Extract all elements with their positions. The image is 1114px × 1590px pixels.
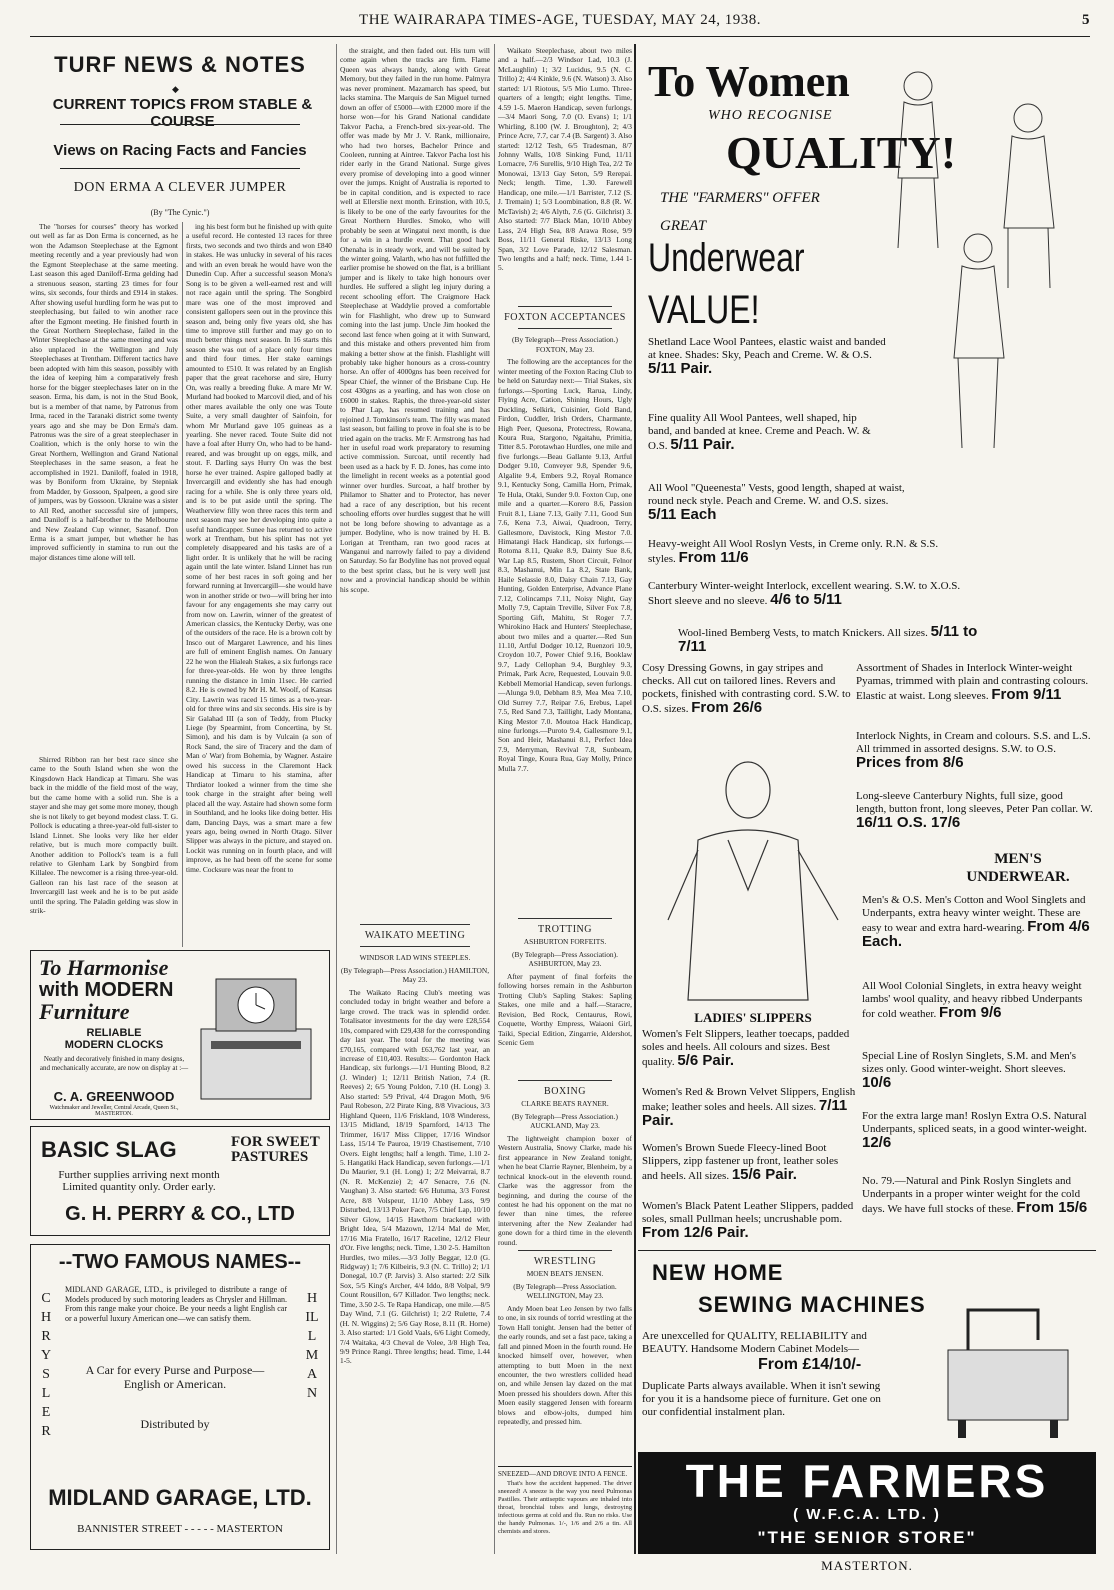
product-desc: Canterbury Winter-weight Interlock, excellent wearing. S.W. to X.O.S. Short sleeve and no sleeve.	[648, 580, 961, 607]
ad-address: Watchmaker and Jeweller, Central Arcade, Queen St., MASTERTON.	[49, 1105, 179, 1117]
ad-border	[634, 44, 636, 1554]
boxing-title: BOXING	[544, 1086, 586, 1097]
farmers-h5: GREAT	[660, 218, 707, 234]
divider	[360, 946, 470, 947]
product-item	[648, 580, 978, 608]
farmers-logo-block	[638, 1452, 1096, 1554]
product-item	[862, 980, 1094, 1021]
ad-body: Neatly and decoratively finished in many designs, and mechanically accurate, are now on display at :—	[39, 1055, 189, 1072]
product-desc: Interlock Nights, in Cream and colours. S.S. and L.S. All trimmed in assorted designs. S.W. to O.S.	[856, 730, 1091, 755]
article-text: That's how the accident happened. The driver sneezed! A sneeze is the way you need Pulmonas Pastilles. Their antiseptic vapours are inhaled into throat, bronchial tubes and lungs, destroying infectious germs at cold and flu. Run no risks. Use the handy Pulmonas. 1/-, 1/6 and 2/6 a tin. All chemists and stores.	[498, 1480, 632, 1535]
foxton-title: FOXTON ACCEPTANCES	[504, 312, 626, 323]
product-item	[856, 662, 1094, 703]
article-column-3	[340, 46, 490, 916]
product-desc: Women's Brown Suede Fleecy-lined Boot Slippers, zipp fastener up front, leather soles and heels. All sizes.	[642, 1142, 839, 1182]
product-item	[678, 625, 978, 655]
divider	[60, 168, 300, 169]
ad-line: with MODERN	[39, 979, 174, 1001]
ad-line: MODERN CLOCKS	[64, 1039, 164, 1051]
article-text: The following are the acceptances for the winter meeting of the Foxton Racing Club to be held on Saturday next:— Trial Stakes, six furlongs.—Sporting Luck, Rarua, Lindy, Flying Acre, Cation, Shining Hours, Ugly Duckling, Selkirk, Cuisinier, Gold Band, Firdon, Cuddler, Irish Orders, Charmante, High Peer, Quesona, Protectress, Rowana, Koura Rua, Stargono, Ngaitahu, Primitia, Titter 8.5. Porotawhao Hurdles, one mile and five furlongs.—Beau Gallante 9.13, Artful Dodger 9.10, Conveyer 9.8, Spender 9.6, Algalite 9.4, Embers 9.2, Royal Romance 9.1, Kentucky Song, Camilla Horn, Primak, Te Hula, Otaki, Sunder 9.0. Foxton Cup, one mile and a quarter.—Korero 8.6, Passion Fruit 8.1, Liane 7.13, Gaily 7.11, Good Sun 7.6, Kena 7.3, Aiwai, Quadroon, Terry, Gallesmore, Davistock, King Mestor 7.0. Himatangi Hack Handicap, six furlongs.—Rotoma 8.11, Quake 8.9, Dainty Sue 8.6, War Lap 8.5, Rustem, Short Circuit, Felnor 8.3, Mashanui, Min La 8.2, State Bank, Haile Selassie 8.0, Daisy Chain 7.13, Gay Hunting, Golden Enterprise, Advance Plane 7.12, Colincamps 7.11, Noisy Night, Gay Molly 7.9, Captain Treville, Silver Fox 7.8, Sporting Gift, Mahitu, St Roger 7.7. Whirokino Hack and Hunters' Steeplechase, about two miles and a quarter.—Red Sun 11.10, Artful Dodger 10.12, Ruenzori 10.9, Croydon 10.7, Power Chief 9.16, Booklaw 9.7, Lady Cellophan 9.4, Burghley 9.3, Primak, Park Acre, Requested, Louvain 9.0. Kebbell Memorial Handicap, seven furlongs.—Alunga 9.0, Debham 8.9, Mea Mea 7.10, Old Surrey 7.7, Reipar 7.6, Erebus, Lapel 7.5, Red Sand 7.3, Taillight, Lady Montana, King Mestor 7.0. Moutoa Hack Handicap, nine furlongs.—Puroto 9.4, Gallesmore 9.1, Son and Heir, Mashanui 8.1, Perfect Idea 7.9, Merryman, Revival 7.8, Sunbeam, Royal Tinge, Koura Rua, Gay Molly, Prince Mulla 7.7.	[498, 357, 632, 773]
product-item	[648, 412, 876, 453]
product-item	[648, 482, 908, 523]
senior-store: "THE SENIOR STORE"	[757, 1528, 977, 1547]
ad-line: Furniture	[39, 999, 130, 1024]
masthead	[30, 12, 1090, 34]
greenwood-ad	[30, 950, 330, 1120]
perry-name: G. H. PERRY & CO., LTD	[65, 1203, 295, 1225]
ornament-icon: ◆	[172, 84, 179, 94]
product-price: From 4/6 Each.	[862, 918, 1090, 950]
chrysler-vertical: CHRYSLER	[40, 1291, 52, 1439]
masthead-rule	[30, 36, 1090, 37]
product-item	[642, 1028, 856, 1069]
product-item	[862, 1050, 1094, 1091]
farmers-ltd: ( W.F.C.A. LTD. )	[793, 1506, 941, 1523]
masthead-title: THE WAIRARAPA TIMES-AGE, TUESDAY, MAY 24, 1938.	[359, 12, 761, 28]
byline: (By "The Cynic.")	[150, 208, 210, 217]
product-item	[856, 790, 1094, 831]
product-price: From 9/6	[938, 1004, 1002, 1021]
product-desc: Special Line of Roslyn Singlets, S.M. and Men's sizes only. Good winter-weight. Short sleeves.	[862, 1050, 1077, 1075]
mens-underwear-title: MEN'S UNDERWEAR.	[966, 851, 1070, 885]
column-rule	[336, 44, 337, 1554]
farmers-town: MASTERTON.	[821, 1558, 913, 1573]
ad-line: To Harmonise	[39, 955, 169, 980]
farmers-ad	[638, 50, 1096, 1573]
product-desc: Cosy Dressing Gowns, in gay stripes and checks. All cut on tailored lines. Revers and pockets, finished with contrasting cord. S.W. to O.S. sizes.	[642, 662, 851, 715]
divider	[518, 918, 612, 919]
trotting-column	[498, 912, 632, 1072]
product-desc: Women's Felt Slippers, leather toecaps, padded soles and heels. All colours and sizes. Best quality.	[642, 1028, 850, 1068]
article-column-1	[30, 222, 178, 752]
product-item	[862, 1175, 1094, 1216]
divider	[518, 1250, 612, 1251]
product-item	[642, 1200, 856, 1241]
waikato-byline: (By Telegraph—Press Association.) HAMILTON, May 23.	[340, 965, 490, 985]
midland-garage-ad	[30, 1244, 330, 1550]
product-price: From 15/6	[1016, 1199, 1088, 1216]
product-desc: For the extra large man! Roslyn Extra O.S. Natural Underpants, spliced seats, in a good winter-weight.	[862, 1110, 1087, 1135]
lingerie-models-illustration	[858, 58, 1094, 458]
column-rule	[494, 44, 495, 1554]
turf-heading: Views on Racing Facts and Fancies	[53, 142, 307, 159]
clock-illustration	[191, 959, 321, 1109]
midland-body: MIDLAND GARAGE, LTD., is privileged to distribute a range of Models produced by such motoring leaders as Chrysler and Hillman. From this range make your choice. Be your needs a light English car or a powerful luxury American one—we can satisfy them.	[65, 1285, 287, 1323]
product-desc: All Wool "Queenesta" Vests, good length, shaped at waist, round neck style. Peach and Creme. W. and O.S. sizes.	[648, 482, 905, 507]
product-desc: Fine quality All Wool Pantees, well shaped, hip band, and banded at knee. Creme and Peach. W. & O.S.	[648, 412, 871, 452]
ad-title	[39, 1027, 189, 1051]
product-desc: Shetland Lace Wool Pantees, elastic waist and banded at knee. Shades: Sky, Peach and Creme. W. & O.S.	[648, 336, 886, 361]
pulmonas-ad	[498, 1466, 632, 1552]
product-item	[648, 336, 896, 377]
sewing-title-2: SEWING MACHINES	[698, 1292, 926, 1317]
article-column-4	[498, 46, 632, 296]
column-rule	[182, 222, 183, 947]
article-text: the straight, and then faded out. His turn will come again when the tracks are firm. Flame Queen was always handy, along with Great Memory, but they failed in the run home. Palmyra was never prominent. Mazamarch has speed, but lacks stamina. The Marquis de San Miguel turned down an offer of £5000—with £2000 more if the horse won—for his Grand National candidate Takvor Pacha, a French-bred six-year-old. The offer was made by Mr J. V. Rank, millionaire, who had two horses, Bachelor Prince and Cooleen, running at Aintree. Takvor Pacha lost his rider early in the Grand National. Surge gives every promise of developing into a good winner over the jumps. Knight of Australia is reported to be in capital condition, and is expected to race well at Ellerslie next month. Erinstion, with 10.5, is likely to be one of the early favourites for the Great Northern Hurdles. Smoko, who will probably be seen at Wingatui next month, is due for a win in a hurdle event. That good hack Ohenaha is in steady work, and will be suited by the winter going. Valarth, who has not fulfilled the earlier promise he showed on the flat, is a brilliant jumper and is likely to take high honours over hurdles. He suffered a slight leg injury during a recent schooling effort. The Craigmore Hack Steeplechase at Waddylie proved a comfortable win for Flashlight, who drew up to Sunward coming into the last jump. Uncle Jim hooked the second last fence when going at it with Sunward, and this mistake and others prevented him from making a better show at the finish. Flashlight will probably take higher honours as a cross-country horse. An offer of 4000gns has been received for Spear Chief, the winner of the Brisbane Cup. He cost 430gns as a yearling, and has won close on £6000 in stakes. Raphis, the three-year-old sister to Phar Lap, has resumed training and has rejoined J. Tomkinson's team. The filly was mated last season, but failing to prove in foal she is to be tried again on the tracks. Mr F. Armstrong has had her in useful road work preparatory to resuming active commission. Surcoat, until recently had been used as a hack by F. D. Jones, has come into the limelight in recent weeks as a potential good winner over hurdles. Surcoat, a half brother by Philamor to Shatter and to Protector, has never had a race of any description, but his recent schooling efforts over hurdles suggest that he will not be long before showing to advantage as a jumper. Bodyline, who is now trained by H. B. Lorigan at Trentham, ran two good races at Wanganui and narrowly failed to pay a dividend on Saturday. So far Bodyline has not proved equal to the best sprint class, but he is very well just now and a provincial handicap should be within his scope.	[340, 46, 490, 594]
wrestling-column	[498, 1244, 632, 1462]
product-desc: No. 79.—Natural and Pink Roslyn Singlets and Underpants in a proper winter weight for the cold days. We have full stocks of these.	[862, 1175, 1081, 1215]
trotting-subtitle: ASHBURTON FORFEITS.	[523, 937, 607, 947]
waikato-title: WAIKATO MEETING	[364, 930, 466, 941]
product-desc: All Wool Colonial Singlets, in extra heavy weight lambs' wool quality, and heavy ribbed Underpants for cold weather.	[862, 980, 1083, 1020]
product-desc: Wool-lined Bemberg Vests, to match Knickers. All sizes.	[678, 627, 928, 639]
midland-line2: A Car for every Purse and Purpose—English or American.	[85, 1363, 265, 1391]
slag-title: BASIC SLAG	[41, 1137, 177, 1162]
boxing-subtitle: CLARKE BEATS RAYNER.	[521, 1099, 609, 1109]
story-headline: DON ERMA A CLEVER JUMPER	[73, 180, 287, 195]
product-item	[642, 1086, 856, 1129]
sewing-title-1: NEW HOME	[652, 1260, 784, 1285]
wrestling-byline: (By Telegraph—Press Association. WELLINGTON, May 23.	[513, 1281, 617, 1301]
product-item	[862, 1110, 1094, 1151]
product-desc: Men's & O.S. Men's Cotton and Wool Singlets and Underpants, extra heavy winter weight. These are easy to wear and extra hard-wearing.	[862, 894, 1086, 934]
ad-line: Further supplies arriving next month	[58, 1169, 220, 1181]
midland-title: --TWO FAMOUS NAMES--	[58, 1251, 302, 1273]
page-number: 5	[1082, 12, 1090, 28]
slag-for: FOR SWEET PASTURES	[231, 1134, 320, 1165]
ad-line: Limited quantity only. Order early.	[62, 1181, 216, 1193]
product-price: 4/6 to 5/11	[770, 591, 842, 608]
slippers-title: LADIES' SLIPPERS	[694, 1010, 812, 1025]
distributed-by: Distributed by	[140, 1417, 210, 1431]
sewing-body-2: Duplicate Parts always available. When it isn't sewing for you it is a handsome piece of furniture. Get one on our confidential instalment plan.	[642, 1380, 881, 1418]
trotting-byline: (By Telegraph—Press Association). ASHBURTON, May 23.	[512, 949, 618, 969]
article-text: Shirred Ribbon ran her best race since she came to the South Island when she won the Kingsdown Hack Handicap at Timaru. She was back in the middle of the field most of the way, but the came home with a solid run. She is a stayer and she may get some more money, though she is not likely to get beyond modest class. T. G. Pollock is educating a three-year-old full-sister to Island Linnet. She looks very like her elder relative, but is much more compactly built. Another addition to Pollock's team is a full relative to Glenham Lark by Songbird from Killalee. The newcomer is a rising three-year-old. Galleon ran his last race of the season at Invercargill last week and he is to be put aside until the spring. The Paladin gelding was slow in strik-	[30, 755, 178, 916]
product-price: 15/6 Pair.	[731, 1166, 797, 1183]
foxton-byline: (By Telegraph—Press Association.) FOXTON, May 23.	[512, 335, 618, 354]
midland-street: BANNISTER STREET - - - - - MASTERTON	[77, 1523, 283, 1535]
waikato-column	[340, 918, 490, 1550]
article-text: After payment of final forfeits the following horses remain in the Ashburton Trotting Club's Sapling Stakes: Sapling Stakes, one mile and a half.—Staracre, Revision, Bed Rock, Centaurus, Rowi, Coquette, Worthy Empress, Waiaoni Girl, Taiki, Special Edition, Zingarrie, Aldershot, Scenic Gem	[498, 971, 632, 1047]
article-text: The "horses for courses" theory has worked out well as far as Don Erma is concerned, as he won the Adamson Steeplechase at the Egmont meeting recently and a year previously had won the Egmont Steeplechase at the same meeting. Last season this aged Daniloff-Erma gelding had a strenuous season, starting 23 times for four wins, six seconds, four thirds and £914 in stakes. After showing useful hurdling form he was put to steeplechasing, but failed to win another race after the Egmont meeting. He finished fourth in the Great Northern Steeplechase, failed in the Winter Steeplechase at the same meeting and was also unplaced in the Wellington and July Steeplechases at Trentham. Different tactics have been adopted with him this season, possibly with the idea of keeping him a comparatively fresh horse for the bigger steeplechases later on in the season. Erma, his dam, is not in the Stud Book, but is a member of that name, by Patronus from Irma, raced in the Taranaki district some twenty years ago and she may be Don Erma's dam. Patronus was the sire of a great steeplechaser in Coalition, which is the only horse to win the Great Northern, Wellington and Grand National Steeplechases in the same season, a feat he accomplished in 1921. Daniloff, foaled in 1918, was by Boniform from Ukraine, by Stepniak from Madder, by Gossoon, Spalpeen, a good sire of jumpers, was by Gossoon. Ukraine was a sister to All Red, another successful sire of jumpers, and Daniloff is a half-brother to the Melbourne and New Zealand Cup winner, Sasanof. Don Erma is a smart jumper, but whether he has improved sufficiently in stamina to run out the major distances time alone will tell.	[30, 222, 178, 562]
article-column-2	[186, 222, 332, 947]
ad-name: C. A. GREENWOOD	[53, 1089, 175, 1104]
product-price: 7/11 Pair.	[642, 1097, 848, 1129]
product-desc: Women's Black Patent Leather Slippers, padded soles, small Pullman heels; uncrushable pom.	[642, 1200, 854, 1225]
product-price: 5/11 Each	[648, 506, 717, 523]
sewing-body: Are unexcelled for QUALITY, RELIABILITY and BEAUTY. Handsome Modern Cabinet Models—	[642, 1330, 867, 1355]
product-price: 16/11 O.S. 17/6	[856, 814, 961, 831]
sneezed-title: SNEEZED—AND DROVE INTO A FENCE.	[498, 1470, 628, 1478]
hillman-vertical: HILLMAN	[305, 1291, 319, 1401]
product-price: From 9/11	[991, 686, 1062, 703]
divider	[638, 1250, 1096, 1251]
ad-line: RELIABLE	[86, 1027, 142, 1039]
farmers-h6: Underwear	[648, 236, 805, 280]
article-text: ing his best form but he finished up with quite a useful record. He contested 13 races for three firsts, two seconds and two thirds and won £840 in stakes. He was unlucky in several of his races and with an even break he would have won the Dunedin Cup. After a successful season Mona's Song is to be given a well-earned rest and will not race again until the spring. The Songbird mare was one of the most improved and consistent gallopers seen out in the province this season and, being only five years old, she has time to improve still further and may go on to much better things next season. In 16 starts this season she was out of a place only four times and third four times. Her stake earnings amounted to £510. It was related by an English paper that the great racehorse and sire, Hurry On, was really a breeding fluke. A mare Mr W. Murland had booked to Marcovil died, and of his other mares available the only one was Toute Suite, a very small daughter of Sainfoin, for whom Mr Murland gave 105 guineas as a yearling. She never raced. Toute Suite did not have a foal after Hurry On, who had to be hand-reared, and was brought up on eggs, milk, and stout. F. Darling says Hurry On was the best horse he ever trained. Aspire galloped badly at Invercargill and evidently she has had enough racing for a while. She is only three years old, and is to be put aside until the spring. The Weatherview filly won three races this term and next season may see her developing into quite a useful handicapper. Sunee has returned to active work at Trentham, but his splint has not yet completely disappeared and his tasks are of a light order. It is unlikely that he will be racing again until the late winter. Island Linnet has run some of her best races in soft going and her forward running at Invercargill—she would have won in another stride or two—will bring her into favour for any engagements she may carry out from now on. Lawrin, winner of the greatest of American classics, the Kentucky Derby, was one of the outsiders of the race. He is a brown colt by Insco out of Margaret Lawrence, and his lines are full of eminent English names. On January 22 he won the Hialeah Stakes, a six furlongs race for three-year-olds. He won by three lengths running the distance in 1min 11sec. He carried 8.2. He is owned by Mr H. M. Woolf, of Kansas City. Lawrin was raced 15 times as a two-year-old for three wins and six seconds. His sire is by Sir Galahad III (a son of Teddy, from Plucky Liege (by Spearmint, from Concertina, by St. Simon), and his dam is by Vulcain (a son of Rock Sand, the sire of Tracery and the dam of Man o' War) from Bohemia, by Wagner. Astaire owed his success in the Claremont Hack Handicap at Timaru to his stamina, after Thrdiator looked a winner from the time she took charge in the straight after being well placed all the way. Astaire had shown some form in Southland, and he looks like doing better. His dam, Dancing Days, was a smart mare a few years ago, being owned in North Otago. Silver Slipper was always in the picture, and stayed on. Lockit was running on in fourth place, and will improve, as he had been off the scene for some time. Cocksure was near the front to	[186, 222, 332, 874]
wrestling-title: WRESTLING	[533, 1256, 597, 1267]
product-item	[862, 894, 1094, 950]
article-column-1b	[30, 755, 178, 945]
trotting-title: TROTTING	[538, 924, 592, 935]
product-item	[642, 662, 852, 716]
divider	[518, 328, 612, 329]
foxton-column	[498, 300, 632, 910]
product-item	[856, 730, 1094, 771]
boxing-byline: (By Telegraph—Press Association.) AUCKLAND, May 23.	[512, 1111, 618, 1131]
product-price: 5/11 Pair.	[648, 360, 713, 377]
divider	[60, 124, 300, 125]
farmers-h3: QUALITY!	[726, 127, 957, 178]
wrestling-subtitle: MOEN BEATS JENSEN.	[526, 1269, 604, 1279]
product-desc: Heavy-weight All Wool Roslyn Vests, in Creme only. R.N. & S.S. styles.	[648, 538, 939, 565]
product-desc: Women's Red & Brown Velvet Slippers, English make; leather soles and heels. All sizes.	[642, 1086, 856, 1113]
ad-headline	[39, 957, 173, 1023]
turf-subtitle: CURRENT TOPICS FROM STABLE & COURSE	[52, 96, 313, 130]
farmers-h2: WHO RECOGNISE	[708, 108, 833, 123]
man-illustration	[658, 750, 878, 1010]
sewing-price: From £14/10/-	[758, 1356, 862, 1373]
slag-text	[39, 1169, 239, 1193]
article-text: Andy Moen beat Leo Jensen by two falls to one, in six rounds of torrid wrestling at the Town Hall tonight. Jensen had the better of the early rounds, and set a fast pace, taking a fall and pinned Moen in the fourth round. He knocked himself over, however, when attempting to butt Moen in the next encounter, the two wrestlers collided head on, and while Jensen lay dazed on the mat Moen pressed his shoulders down. After this Moen easily staggered Jensen with forearm blows and elbow-jolts, dumped him repeatedly, and pressed him.	[498, 1303, 632, 1427]
product-price: 5/6 Pair.	[677, 1052, 735, 1069]
divider	[518, 306, 612, 307]
product-price: 5/11 to 7/11	[678, 623, 978, 655]
product-desc: Long-sleeve Canterbury Nights, full size, good length, button front, long sleeves, Peter Pan collar. W.	[856, 790, 1093, 815]
product-price: 10/6	[862, 1074, 892, 1091]
boxing-column	[498, 1074, 632, 1247]
waikato-subtitle: WINDSOR LAD WINS STEEPLES.	[359, 953, 471, 963]
farmers-logo: THE FARMERS	[685, 1455, 1049, 1507]
turf-title: TURF NEWS & NOTES	[54, 52, 306, 77]
product-price: From 11/6	[678, 549, 749, 566]
product-item	[648, 538, 948, 566]
divider	[360, 924, 470, 925]
divider	[498, 1466, 632, 1467]
sewing-machine-illustration	[928, 1280, 1088, 1440]
midland-name: MIDLAND GARAGE, LTD.	[48, 1485, 312, 1510]
product-price: From 26/6	[691, 699, 763, 716]
basic-slag-ad	[30, 1126, 330, 1236]
article-text: The lightweight champion boxer of Western Australia, Snowy Clarke, made his first appearance in New Zealand tonight, when he beat Clarrie Rayner, Blenheim, by a technical knock-out in the eleventh round. Clarke was the aggressor from the beginning, and during the course of the contest he had his opponent on the mat no fewer than nine times, the referee intervening after the New Zealander had gone down for a third time in the eleventh round.	[498, 1133, 632, 1247]
product-price: From 12/6 Pair.	[642, 1224, 749, 1241]
divider	[518, 1080, 612, 1081]
product-desc: Assortment of Shades in Interlock Winter-weight Pyamas, trimmed with plain and contrasting colours. Elastic at waist. Long sleeves.	[856, 662, 1089, 702]
farmers-h1: To Women	[648, 57, 850, 106]
farmers-h7: VALUE!	[648, 288, 760, 332]
product-price: 5/11 Pair.	[670, 436, 735, 453]
article-text: Waikato Steeplechase, about two miles and a half.—2/3 Windsor Lad, 10.3 (J. McLaughlin) 1; 3/2 Lucidus, 9.5 (N. C. Trillo) 2; 4/4 Kinkle, 9.6 (N. Watson) 3. Also started: 1/1 Riotous, 5/5 Mio Lumo. Three-quarters of a length; eight lengths. Time, 4.59 1-5. Maeron Handicap, seven furlongs.—3/4 Maori Song, 7.0 (O. Evans) 1; 1/1 Whirling, 8.100 (W. J. Broughton), 2; 4/3 Prince Acre, 7.7, car 7.4 (B. Sargent) 3. Also started: 12/12 Tesh, 6/5 Tradesman, 8/7 Johnny Walls, 10/8 Sinking Fund, 11/11 Lornacre, 7/6 Surellis, 9/10 High Tea, 2/2 Te Monowai, 13/13 Gay Seton, 5/9 Rerepai. Neck; length. Time, 1.30. Farewell Handicap, one mile.—1/1 Barrister, 7.12 (S. J. Tremain) 1; 5/3 Loombination, 8.8 (R. W. McTavish) 2; 4/6 Alyth, 7.6 (G. Gilchrist) 3. Also started: 7/7 Black Man, 10/10 Abbey Lass, 2/4 High Sea, 8/8 Arawa Rose, 9/9 Boss, 11/11 General Riske, 13/13 Long Span, 3/2 Love Parade, 12/12 Salesman. Two lengths and a half; neck. Time, 1.44 1-5.	[498, 46, 632, 273]
article-text: The Waikato Racing Club's meeting was concluded today in bright weather and before a large crowd. The track was in splendid order. Totalisator investments for the day were £28,554 10s, compared with £29,438 for the corresponding day last year. The total for the meeting was £70,165, compared with £63,762 last year, an increase of £10,403. Results:— Gordonton Hack Handicap, six furlongs.—1/1 Hunting Blood, 8.2 (J. Winder) 1; 12/11 British Nation, 7.4 (R. Reeves) 2; 6/5 Young Poldon, 7.10 (H. Long) 3. Also started: 5/9 Prival, 4/4 Dragon Moth, 9/6 Paul Robeson, 2/2 Pirate King, 8/8 Vivacious, 3/3 Highland Queen, 11/6 Friskland, 10/8 Winderess, 13/15 Midland, 18/19 Sparnford, 14/13 The Trimmer, 16/17 Miss Clipper, 17/16 Windsor Lass, 15/14 Te Pauroa, 19/19 Chastisement, 7/10 Overs. Eight lengths; half a length. Time, 1.10 2-5. Hangatiki Hack Handicap, seven furlongs.—1/1 Du Maurier, 9.1 (H. Long) 1; 2/2 Meivarrai, 8.7 (N. R. McKenzie) 2; 4/7 Senacre, 7.6 (N. Vaughan) 3. Also started: 6/6 Hutuma, 3/3 Forest Acre, 8/8 Volspeur, 11/10 Abbey Lass, 9/9 Disturbed, 13/13 Poker Face, 7/5 Chief Lap, 10/10 Silver Glow, 14/15 Hawthorn bracketed with Bright Idea, 5/4 Mazown, 12/14 Mal de Mer, 17/16 Mia Fratello, 16/17 Raceline, 12/12 Fleur d'Or. Five lengths; neck. Time, 1.30 2-5. Hamilton Hurdles, two miles.—3/3 Jolly Beggar, 12.0 (G. Ridgway) 1; 7/6 Kilbeiris, 9.3 (N. C. Trillo) 2; 1/1 Donegal, 10.7 (P. Jarvis) 3. Also started: 2/2 Silk Sox, 5/5 King's Archer, 4/4 Iddo, 8/8 Volpal, 9/9 Count Rousillon, 6/7 Killador. Two lengths; neck. Time, 3.50 2-5. Te Rapa Handicap, one mile.—8/5 Day Wind, 7.1 (G. Gilchrist) 1; 2/2 Rulette, 7.4 (H. N. Wiggins) 2; 5/6 Gay Rose, 8.11 (R. Horne) 3. Also started: 1/1 Gold Vaals, 6/6 Light Comedy, 7/4 Waitaka, 4/3 Cheval de Volee, 3/8 High Tea, 9/9 Prince Rangi. Three lengths; head. Time, 1.44 1-5.	[340, 987, 490, 1366]
product-price: 12/6	[862, 1134, 892, 1151]
product-price: Prices from 8/6	[856, 754, 964, 771]
product-item	[642, 1142, 856, 1183]
farmers-h4: THE "FARMERS" OFFER	[660, 190, 820, 206]
